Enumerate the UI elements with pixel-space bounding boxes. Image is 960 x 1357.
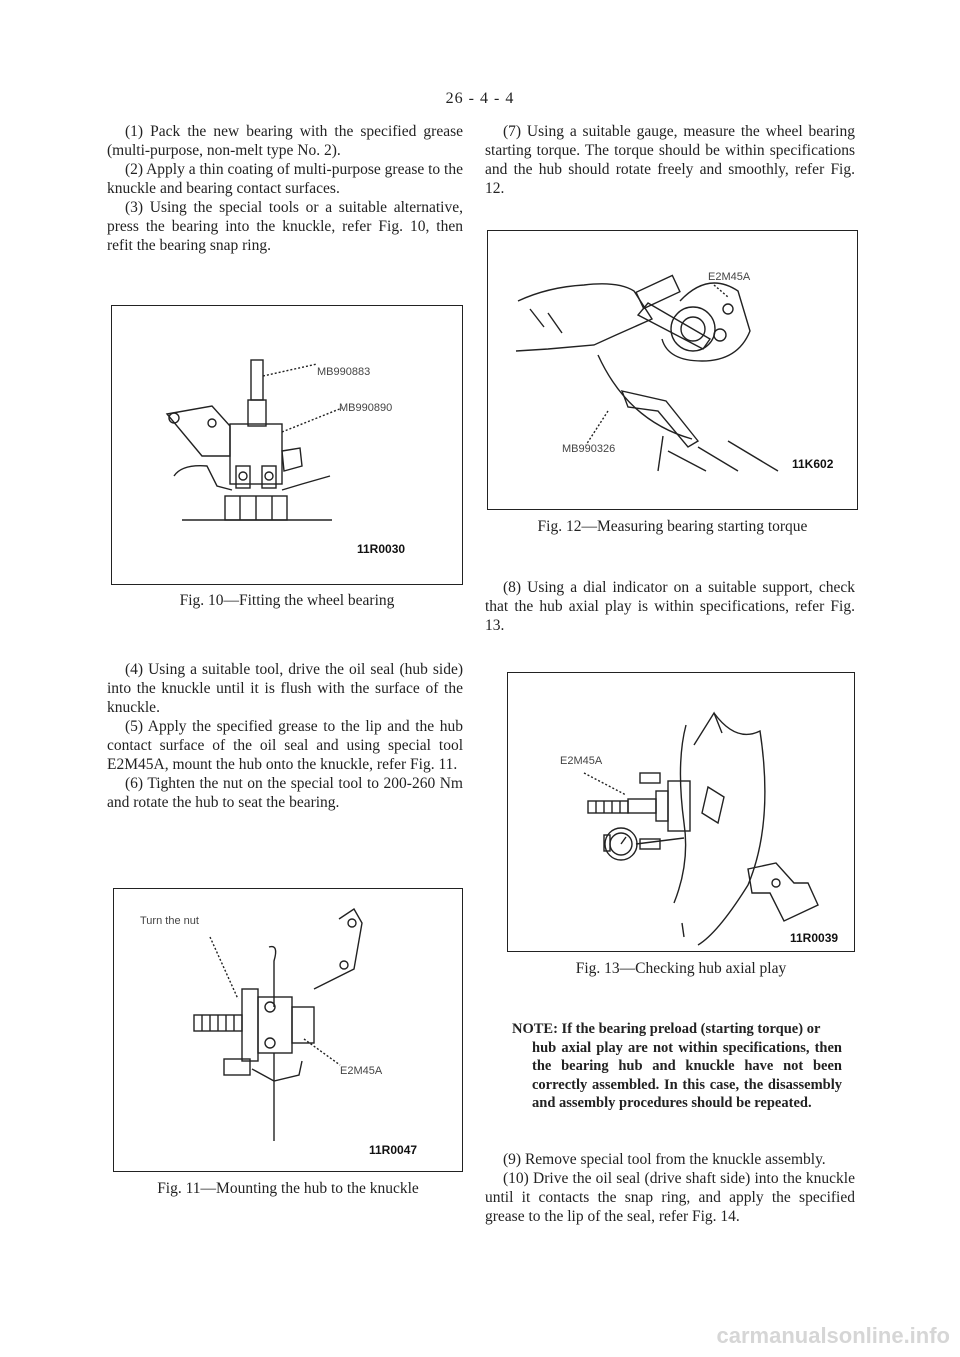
- figure-11-caption: Fig. 11—Mounting the hub to the knuckle: [157, 1180, 419, 1197]
- note-body: hub axial play are not within specifications, then the bearing hub and knuckle have not been correctly assembled. In this case, the disassembly and assembly procedures should be repeated.: [532, 1039, 842, 1111]
- figure-13-illustration: [508, 673, 854, 951]
- step-7: (7) Using a suitable gauge, measure the wheel bearing starting torque. The torque should be within specifications and the hub should rotate freely and smoothly, refer Fig. 12.: [485, 123, 855, 197]
- left-text-block-2: [107, 660, 463, 812]
- figure-13-code: 11R0039: [790, 931, 839, 945]
- right-text-block-1: [485, 122, 855, 198]
- right-text-block-3: [485, 1150, 855, 1226]
- figure-10-caption: Fig. 10—Fitting the wheel bearing: [179, 592, 395, 609]
- tool-label-e2m45a-fig12: E2M45A: [708, 271, 751, 283]
- note-block: [512, 1020, 842, 1113]
- step-2: (2) Apply a thin coating of multi-purpose grease to the knuckle and bearing contact surfaces.: [107, 161, 463, 197]
- figure-13: [507, 672, 855, 952]
- left-text-block-1: [107, 122, 463, 255]
- step-4: (4) Using a suitable tool, drive the oil seal (hub side) into the knuckle until it is flush with the surface of the knuckle.: [107, 661, 463, 716]
- figure-12-caption: Fig. 12—Measuring bearing starting torque: [537, 518, 808, 535]
- figure-11-code: 11R0047: [369, 1143, 418, 1157]
- figure-12: [487, 230, 858, 510]
- figure-10-illustration: [112, 306, 462, 584]
- step-10: (10) Drive the oil seal (drive shaft side) into the knuckle until it contacts the snap ring, and apply the specified grease to the lip of the seal, refer Fig. 14.: [485, 1170, 855, 1225]
- tool-label-mb990326: MB990326: [562, 443, 616, 455]
- step-3: (3) Using the special tools or a suitable alternative, press the bearing into the knuckle, refer Fig. 10, then refit the bearing snap ring.: [107, 199, 463, 254]
- tool-label-mb990890: MB990890: [339, 402, 393, 414]
- figure-10-code: 11R0030: [357, 542, 406, 556]
- step-6: (6) Tighten the nut on the special tool to 200-260 Nm and rotate the hub to seat the bearing.: [107, 775, 463, 811]
- step-9: (9) Remove special tool from the knuckle assembly.: [503, 1151, 826, 1168]
- watermark: carmanualsonline.info: [716, 1323, 950, 1348]
- turn-nut-label: Turn the nut: [140, 915, 199, 927]
- step-1: (1) Pack the new bearing with the specified grease (multi-purpose, non-melt type No. 2).: [107, 123, 463, 159]
- figure-13-caption: Fig. 13—Checking hub axial play: [575, 960, 787, 977]
- figure-11-illustration: [114, 889, 462, 1171]
- tool-label-e2m45a: E2M45A: [340, 1065, 383, 1077]
- note-lead: NOTE: If the bearing preload (starting torque) or: [512, 1021, 821, 1037]
- step-5: (5) Apply the specified grease to the lip and the hub contact surface of the oil seal and using special tool E2M45A, mount the hub onto the knuckle, refer Fig. 11.: [107, 718, 463, 773]
- step-8: (8) Using a dial indicator on a suitable support, check that the hub axial play is within specifications, refer Fig. 13.: [485, 579, 855, 634]
- figure-12-code: 11K602: [792, 457, 834, 471]
- figure-10: [111, 305, 463, 585]
- tool-label-e2m45a-fig13: E2M45A: [560, 755, 603, 767]
- tool-label-mb990883: MB990883: [317, 366, 371, 378]
- page-number: 26 - 4 - 4: [445, 90, 515, 107]
- right-text-block-2: [485, 578, 855, 635]
- figure-11: [113, 888, 463, 1172]
